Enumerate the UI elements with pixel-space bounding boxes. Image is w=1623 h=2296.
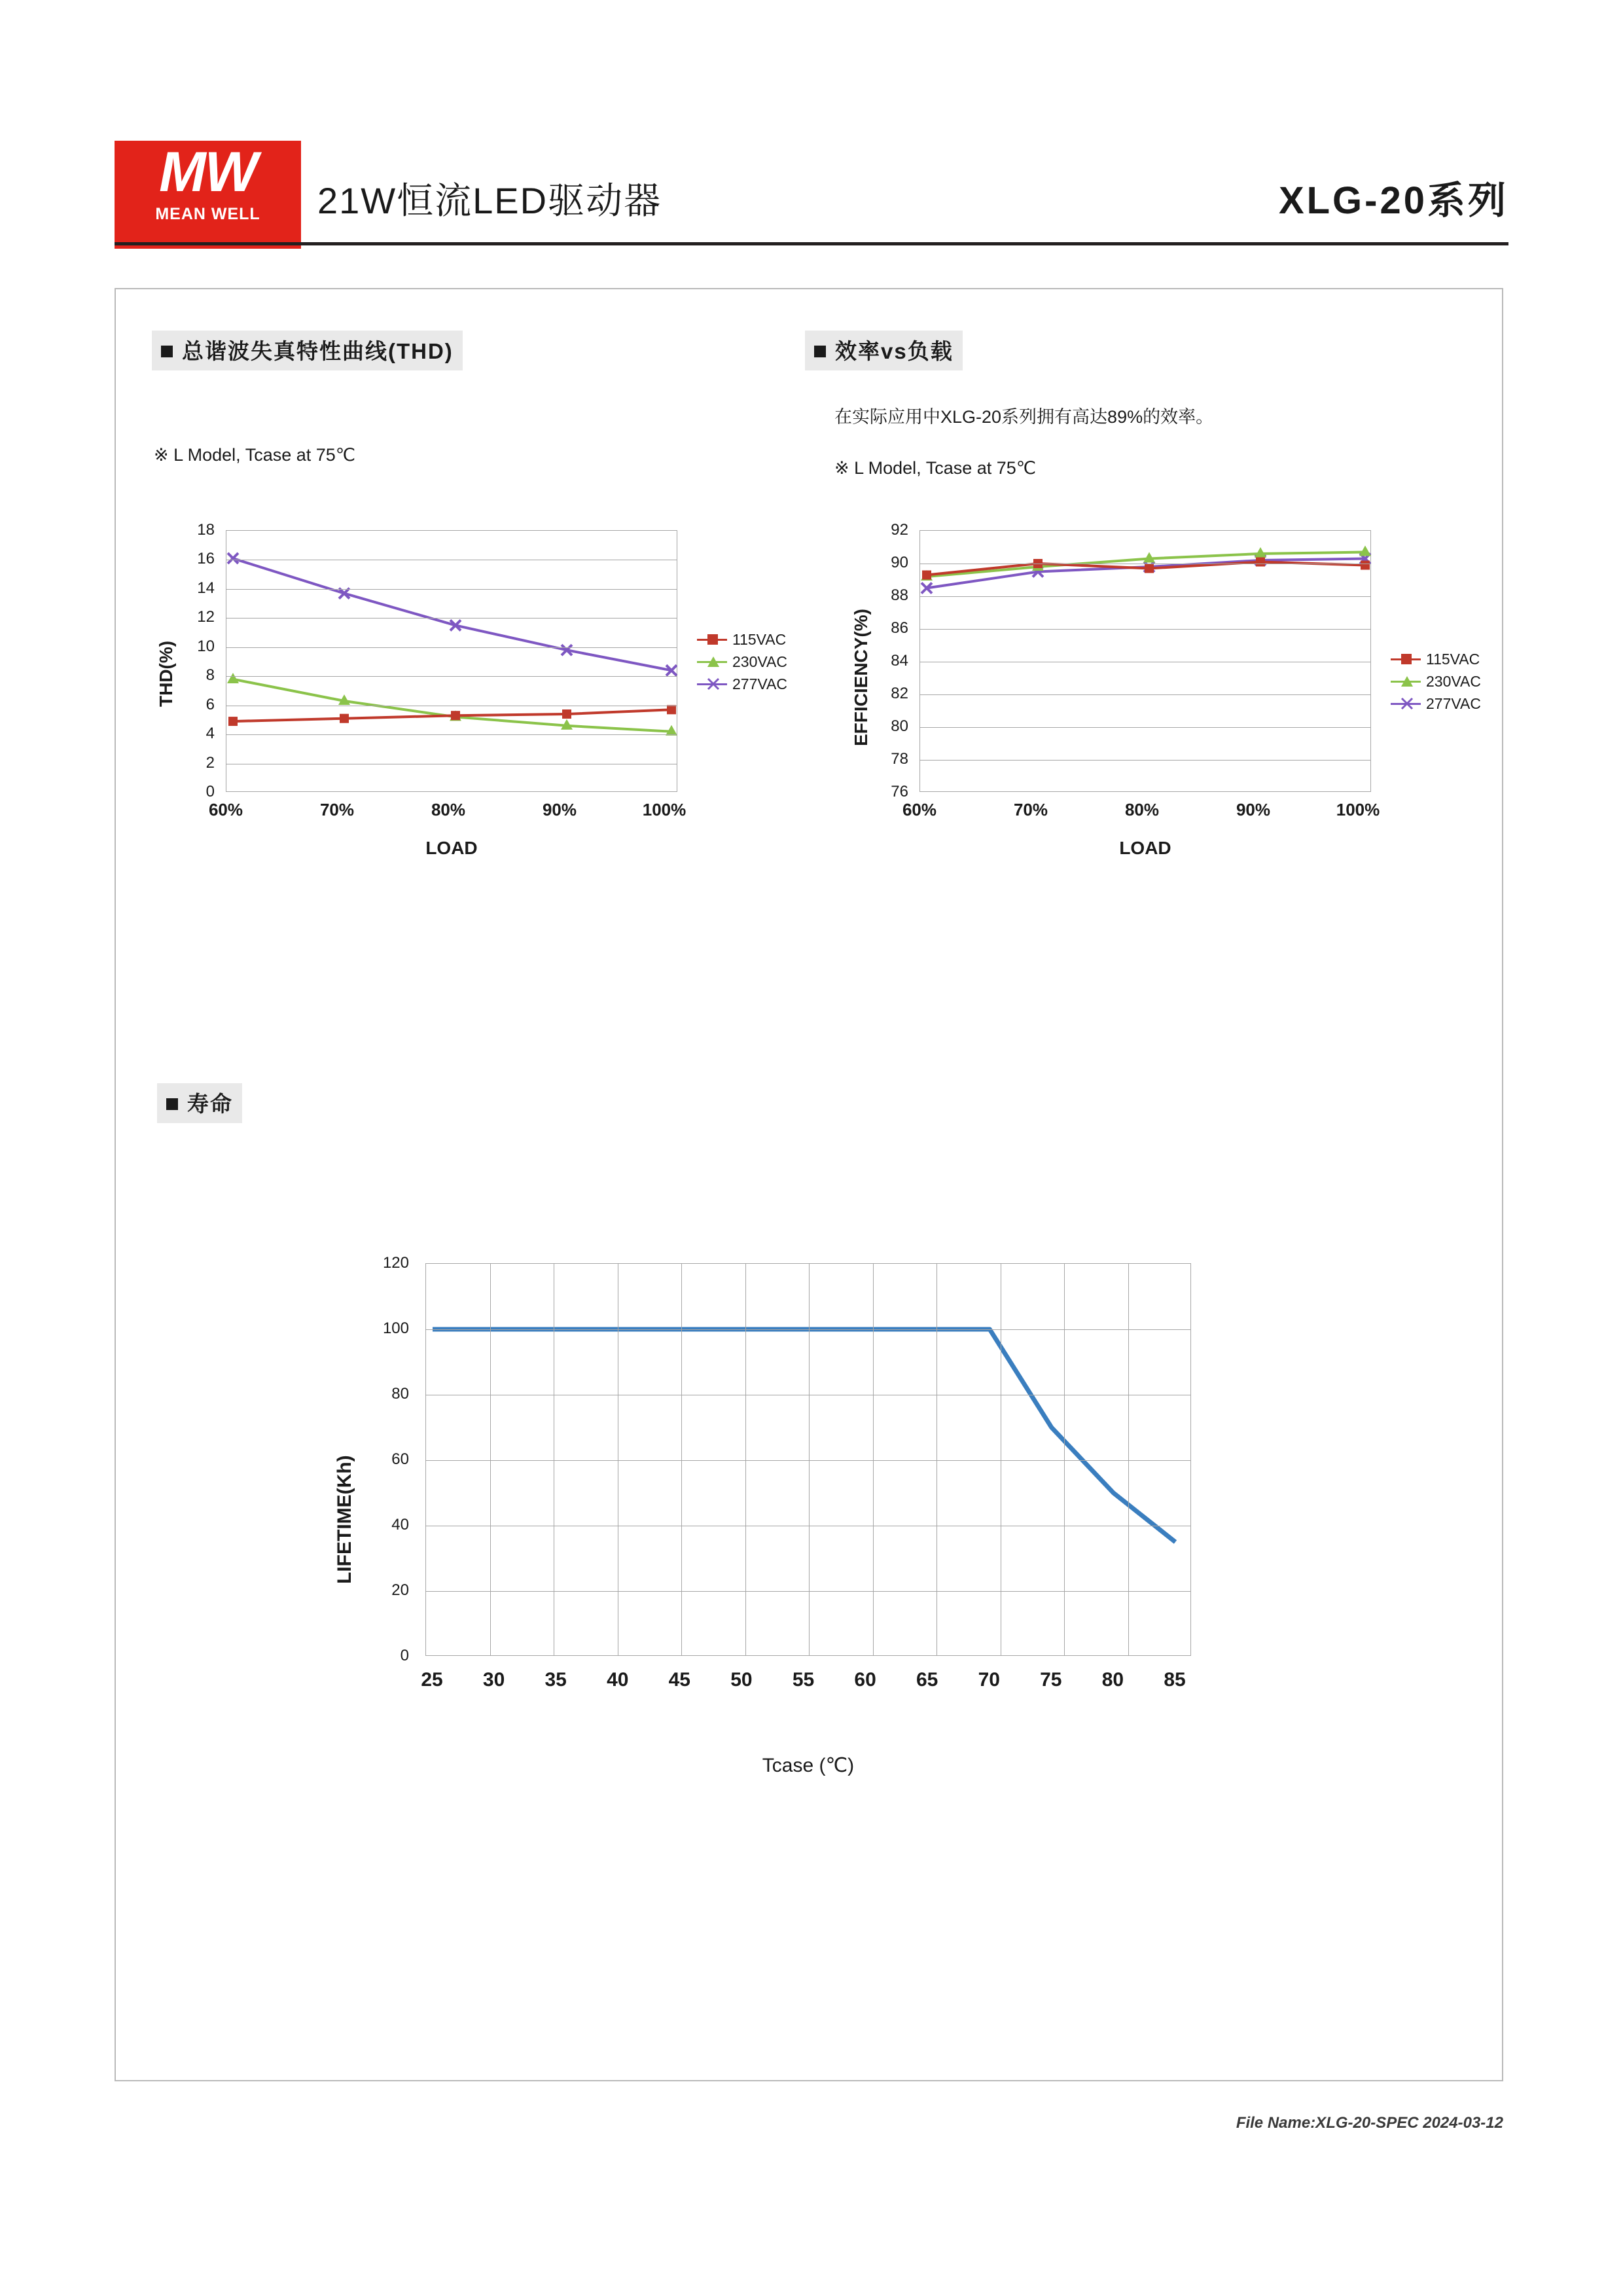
logo-mw-text: MW [159, 141, 257, 204]
thd-chart [137, 517, 812, 877]
thd-x-tick: 80% [431, 800, 466, 819]
legend-line-115vac [697, 639, 727, 641]
lifetime-section-title: 寿命 [157, 1083, 242, 1123]
square-marker-icon [1401, 654, 1412, 664]
lifetime-plot-area [425, 1263, 1191, 1656]
lifetime-y-axis-label: LIFETIME(Kh) [334, 1455, 355, 1584]
life-x-tick: 30 [482, 1669, 505, 1691]
life-x-tick: 50 [730, 1669, 753, 1691]
thd-y-tick: 12 [197, 608, 215, 626]
thd-legend [697, 628, 787, 695]
cross-marker-icon [1401, 698, 1413, 709]
thd-y-axis-label: THD(%) [156, 640, 176, 707]
life-x-tick: 80 [1101, 1669, 1124, 1691]
logo-brand-text: MEAN WELL [155, 205, 260, 223]
efficiency-legend [1391, 648, 1481, 715]
eff-x-tick: 60% [902, 800, 937, 819]
legend-line-230vac [1391, 681, 1421, 683]
life-x-tick: 60 [854, 1669, 876, 1691]
life-y-tick: 120 [382, 1254, 409, 1272]
eff-y-tick: 78 [891, 750, 908, 768]
life-x-tick: 45 [668, 1669, 690, 1691]
efficiency-chart [831, 517, 1505, 877]
life-y-tick: 100 [382, 1319, 409, 1337]
legend-label: 277VAC [732, 675, 787, 692]
efficiency-y-ticks [870, 521, 908, 800]
life-y-tick: 40 [391, 1516, 409, 1534]
thd-y-tick: 0 [205, 783, 215, 800]
lifetime-chart [294, 1244, 1276, 1800]
thd-section-title: 总谐波失真特性曲线(THD) [152, 331, 463, 370]
legend-label: 277VAC [1426, 694, 1481, 712]
life-x-tick: 75 [1040, 1669, 1062, 1691]
cross-marker-icon [707, 678, 719, 690]
legend-item [1391, 648, 1481, 670]
efficiency-plot-area [919, 530, 1371, 792]
thd-y-tick: 14 [197, 579, 215, 597]
header-divider [115, 242, 1508, 245]
life-x-tick: 35 [544, 1669, 567, 1691]
thd-y-tick: 10 [197, 637, 215, 655]
life-x-tick: 85 [1164, 1669, 1186, 1691]
eff-y-tick: 90 [891, 554, 908, 571]
thd-plot-area [226, 530, 677, 792]
legend-item [697, 673, 787, 695]
legend-label: 230VAC [1426, 672, 1481, 690]
lifetime-y-ticks [357, 1254, 409, 1664]
footer-filename: File Name:XLG-20-SPEC 2024-03-12 [1236, 2114, 1503, 2132]
life-x-tick: 25 [421, 1669, 443, 1691]
legend-line-115vac [1391, 658, 1421, 660]
page-header [115, 141, 1508, 245]
square-marker-icon [707, 634, 718, 645]
thd-series-plot [226, 531, 678, 793]
thd-x-tick: 90% [542, 800, 577, 819]
triangle-marker-icon [707, 656, 719, 667]
efficiency-description: 在实际应用中XLG-20系列拥有高达89%的效率。 [834, 407, 1214, 427]
thd-x-tick: 60% [208, 800, 243, 819]
thd-y-tick: 18 [197, 521, 215, 539]
square-bullet-icon [814, 346, 826, 357]
thd-x-tick: 100% [642, 800, 687, 819]
thd-y-tick: 8 [205, 666, 215, 685]
eff-y-tick: 88 [891, 586, 908, 604]
eff-x-tick: 90% [1236, 800, 1271, 819]
legend-item [697, 651, 787, 673]
efficiency-y-axis-label: EFFICIENCY(%) [851, 609, 871, 746]
thd-x-axis-label: LOAD [425, 838, 478, 858]
square-bullet-icon [161, 346, 173, 357]
thd-y-tick: 2 [205, 753, 215, 772]
thd-y-tick: 4 [205, 725, 215, 743]
eff-y-tick: 92 [891, 521, 908, 539]
thd-y-ticks [177, 521, 215, 800]
legend-label: 115VAC [1426, 650, 1480, 668]
legend-line-230vac [697, 661, 727, 663]
eff-y-tick: 80 [891, 717, 908, 735]
thd-y-tick: 16 [197, 550, 215, 568]
series-title: XLG-20系列 [1278, 179, 1508, 222]
meanwell-logo [115, 141, 301, 249]
eff-y-tick: 82 [891, 685, 908, 702]
life-y-tick: 80 [391, 1385, 409, 1403]
eff-x-tick: 70% [1013, 800, 1048, 819]
life-x-tick: 70 [978, 1669, 1000, 1691]
efficiency-section-title: 效率vs负载 [805, 331, 963, 370]
life-y-tick: 20 [391, 1581, 409, 1599]
square-bullet-icon [166, 1098, 178, 1110]
legend-item [1391, 692, 1481, 715]
eff-x-tick: 100% [1336, 800, 1380, 819]
eff-x-tick: 80% [1124, 800, 1160, 819]
life-x-tick: 65 [916, 1669, 938, 1691]
legend-line-277vac [697, 683, 727, 685]
legend-label: 230VAC [732, 653, 787, 670]
efficiency-x-axis-label: LOAD [1119, 838, 1171, 858]
life-x-tick: 55 [792, 1669, 815, 1691]
eff-y-tick: 86 [891, 619, 908, 637]
life-x-tick: 40 [607, 1669, 629, 1691]
life-y-tick: 0 [400, 1647, 409, 1664]
legend-item [1391, 670, 1481, 692]
lifetime-x-axis-label: Tcase (℃) [762, 1755, 855, 1776]
life-y-tick: 60 [391, 1450, 409, 1468]
efficiency-note: ※ L Model, Tcase at 75℃ [834, 458, 1037, 478]
page-title: 21W恒流LED驱动器 [317, 180, 662, 221]
eff-y-tick: 76 [891, 783, 908, 800]
triangle-marker-icon [1401, 676, 1413, 687]
thd-x-tick: 70% [319, 800, 355, 819]
legend-item [697, 628, 787, 651]
thd-y-tick: 6 [205, 695, 215, 713]
eff-y-tick: 84 [891, 652, 908, 670]
legend-label: 115VAC [732, 630, 787, 648]
thd-note: ※ L Model, Tcase at 75℃ [154, 445, 356, 465]
legend-line-277vac [1391, 703, 1421, 705]
